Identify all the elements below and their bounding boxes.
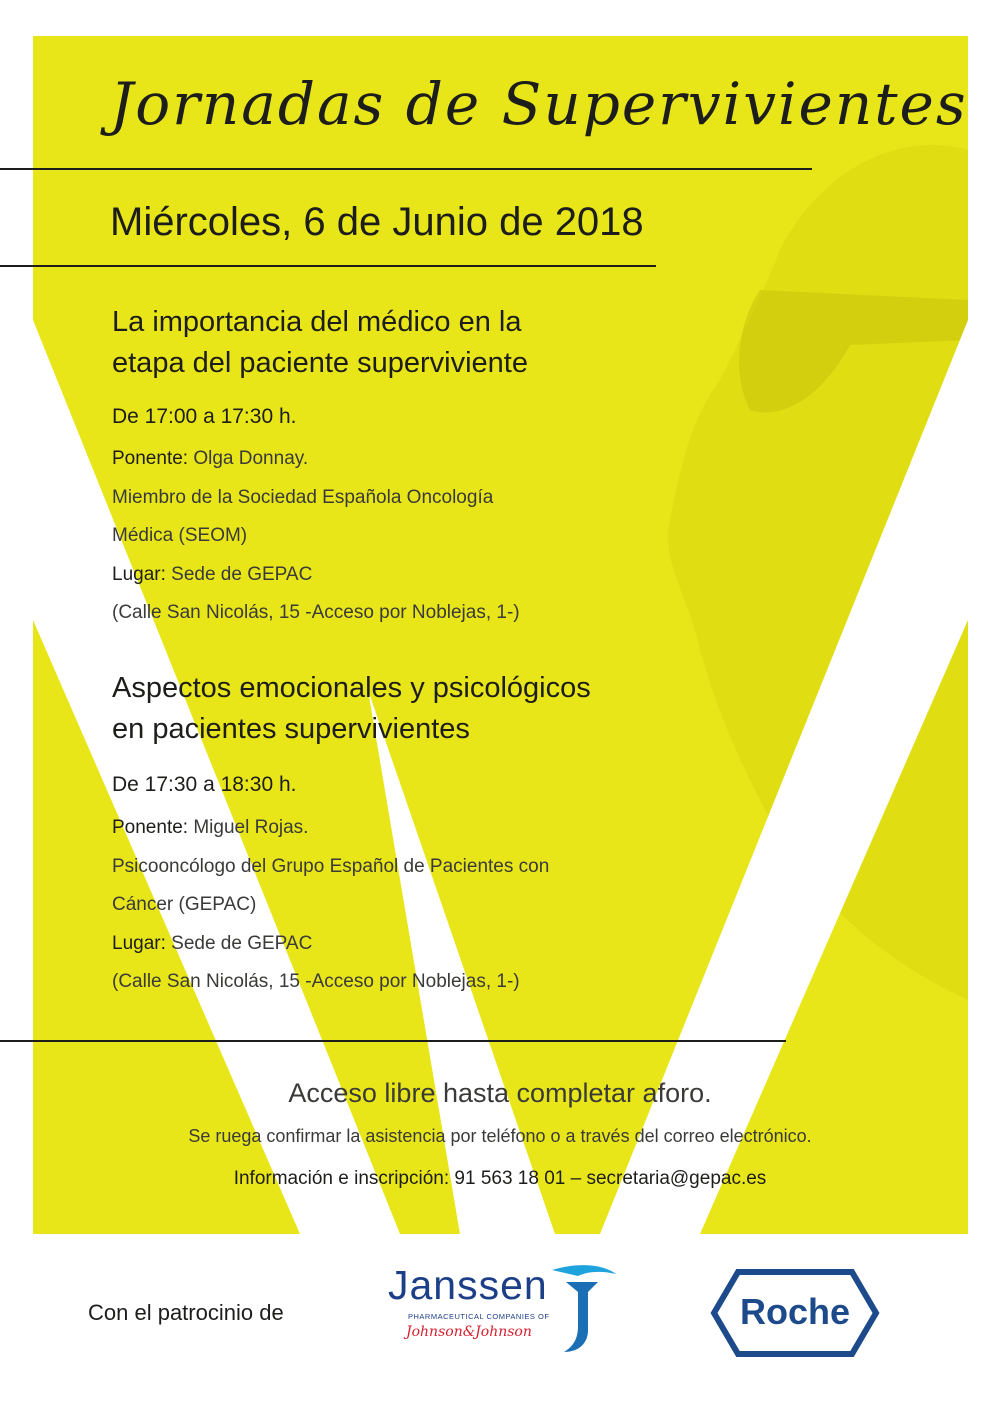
place-label: Lugar: — [112, 563, 166, 585]
confirm-notice: Se ruega confirmar la asistencia por teléfono o a través del correo electrónico. — [188, 1126, 812, 1146]
title-divider — [0, 168, 812, 170]
roche-wordmark: Roche — [739, 1291, 851, 1332]
talk-1-place: Sede de GEPAC — [171, 563, 313, 585]
talk-1-address: (Calle San Nicolás, 15 -Acceso por Noblejas, 1-) — [112, 602, 520, 623]
event-date: Miércoles, 6 de Junio de 2018 — [110, 200, 644, 244]
talk-1-time: De 17:00 a 17:30 h. — [112, 405, 297, 428]
talk-2-place: Sede de GEPAC — [171, 932, 313, 954]
footer-divider — [0, 1040, 786, 1042]
event-title: Jornadas de Supervivientes — [110, 70, 968, 138]
talk-2-title-line2: en pacientes supervivientes — [112, 713, 470, 745]
talk-1-details — [112, 440, 752, 633]
talk-1-title — [112, 302, 732, 384]
johnson-johnson-wordmark: Johnson&Johnson — [406, 1324, 532, 1340]
talk-2-title — [112, 668, 732, 750]
place-label: Lugar: — [112, 932, 166, 954]
talk-1-title-line2: etapa del paciente superviviente — [112, 347, 528, 379]
speaker-label: Ponente: — [112, 817, 189, 838]
talk-1-role-line2: Médica (SEOM) — [112, 525, 248, 546]
roche-logo — [710, 1268, 880, 1358]
talk-1-speaker: Olga Donnay. — [193, 448, 309, 469]
janssen-swoosh-icon — [548, 1260, 618, 1356]
talk-2-address: (Calle San Nicolás, 15 -Acceso por Noblejas, 1-) — [112, 971, 520, 992]
talk-2-details — [112, 809, 752, 1002]
talk-1-role-line1: Miembro de la Sociedad Española Oncología — [112, 486, 494, 508]
talk-2-role-line1: Psicooncólogo del Grupo Español de Pacientes con — [112, 855, 550, 877]
talk-1-speaker-row — [112, 440, 752, 479]
contact-info: Información e inscripción: 91 563 18 01 – secretaria@gepac.es — [233, 1168, 767, 1189]
talk-2-place-row — [112, 925, 752, 964]
janssen-wordmark: Janssen — [388, 1262, 548, 1308]
sponsor-label: Con el patrocinio de — [88, 1300, 284, 1325]
talk-2-time: De 17:30 a 18:30 h. — [112, 773, 297, 796]
date-divider — [0, 265, 656, 267]
talk-2-role-line2: Cáncer (GEPAC) — [112, 894, 257, 915]
talk-1-title-line1: La importancia del médico en la — [112, 306, 522, 338]
access-notice: Acceso libre hasta completar aforo. — [288, 1078, 712, 1108]
talk-2-title-line1: Aspectos emocionales y psicológicos — [112, 672, 591, 704]
janssen-logo — [388, 1260, 618, 1360]
janssen-subtitle: PHARMACEUTICAL COMPANIES OF — [408, 1312, 550, 1321]
talk-2-speaker-row — [112, 809, 752, 848]
talk-2-speaker: Miguel Rojas. — [193, 817, 309, 838]
speaker-label: Ponente: — [112, 448, 189, 469]
talk-1-place-row — [112, 556, 752, 595]
